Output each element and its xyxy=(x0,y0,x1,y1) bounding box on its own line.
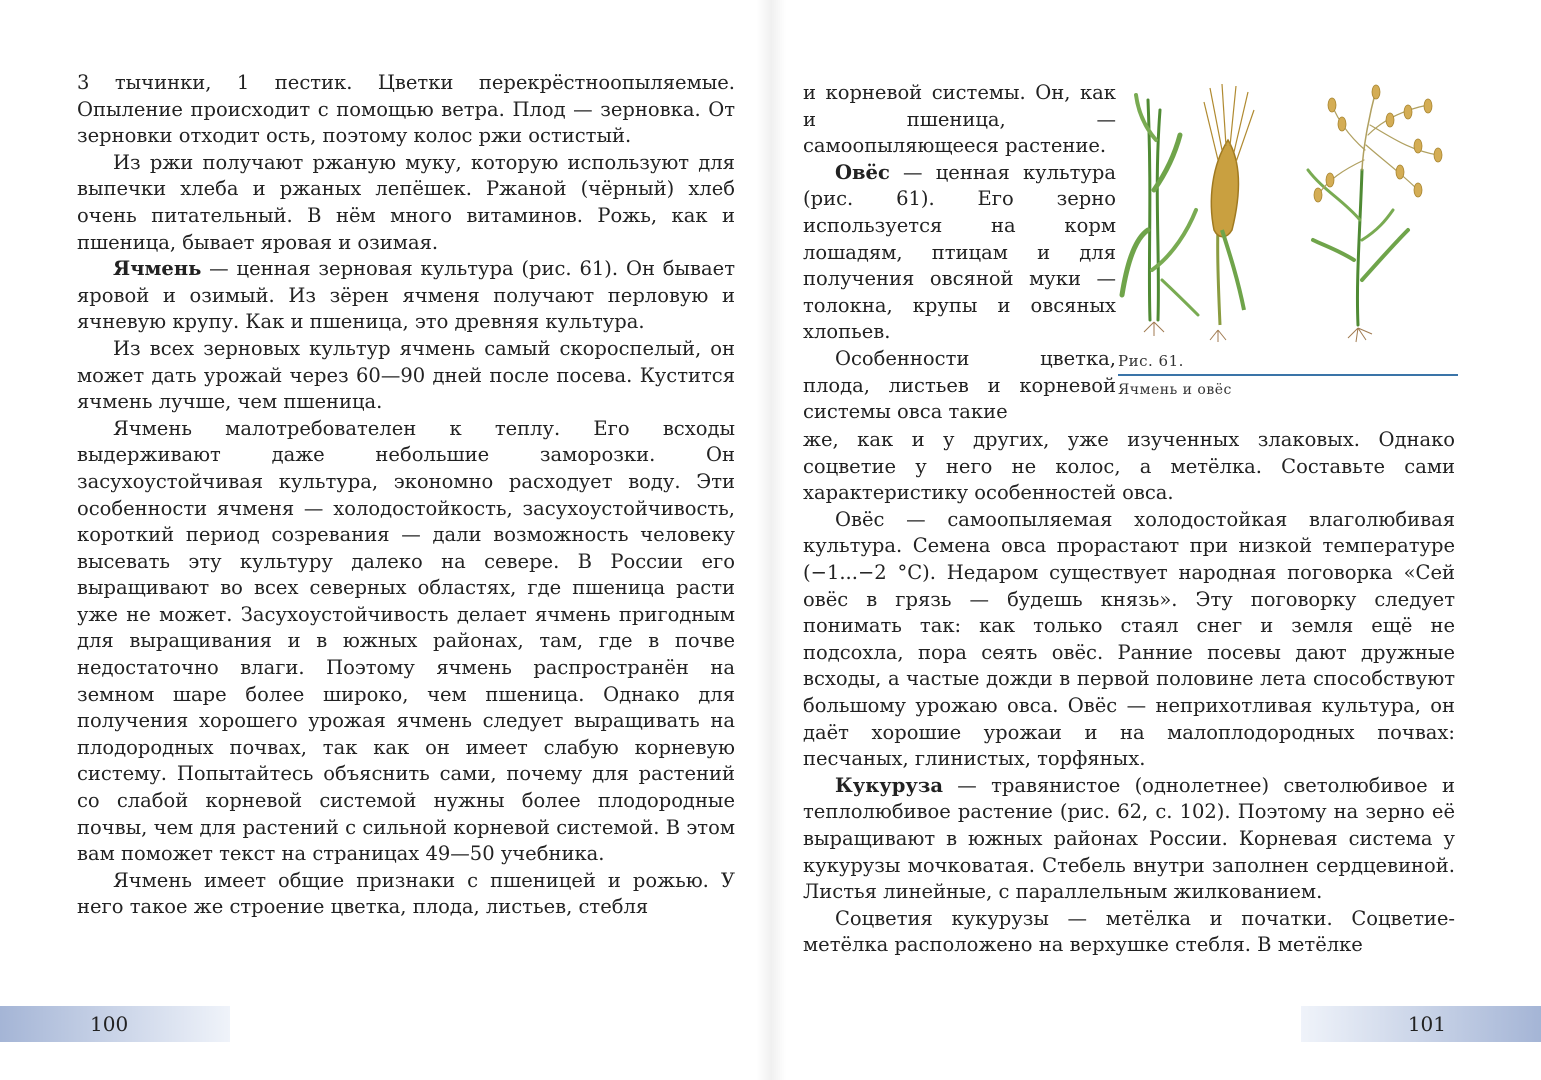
paragraph-text: Ячмень малотребователен к теплу. Его всходы выдерживают даже небольшие заморозки. Он засухоустойчивая культура, экономно расходует воду. Эти особенности ячменя — холодостойкость, засухоустойчивость, короткий период созревания — дали возможность человеку высевать эту культуру далеко на севере. В России его выращивают во всех северных областях, где пшеница расти уже не может. Засухоустойчивость делает ячмень пригодным для выращивания и в южных районах, там, где в почве недостаточно влаги. Поэтому ячмень распространён на земном шаре более широко, чем пшеница. Однако для получения хорошего урожая ячмень следует выращивать на плодородных почвах, так как он имеет слабую корневую систему. Попытайтесь объяснить сами, почему для растений со слабой корневой системой нужны более плодородные почвы, чем для растений с сильной корневой системой. В этом вам поможет текст на страницах 49—50 учебника. xyxy=(77,416,735,866)
term-heading: Овёс xyxy=(835,160,890,184)
paragraph xyxy=(803,80,1116,160)
right-page-wrap-text xyxy=(803,80,1116,426)
paragraph-text: Ячмень имеет общие признаки с пшеницей и рожью. У него такое же строение цветка, плода, листьев, стебля xyxy=(77,868,735,919)
paragraph xyxy=(803,427,1455,507)
right-page xyxy=(770,0,1541,1080)
left-page-text xyxy=(77,70,735,921)
paragraph-text: Из всех зерновых культур ячмень самый скороспелый, он может дать урожай через 60—90 дней после посева. Кустится ячмень лучше, чем пшеница. xyxy=(77,336,735,414)
paragraph-text: же, как и у других, уже изученных злаковых. Однако соцветие у него не колос, а метёлка. Составьте сами характеристику особенностей овса. xyxy=(803,428,1455,505)
paragraph-text: Из ржи получают ржаную муку, которую используют для выпечки хлеба и ржаных лепёшек. Ржаной (чёрный) хлеб очень питательный. В нём много витаминов. Рожь, как и пшеница, бывает яровая и озимая. xyxy=(77,150,735,254)
figure-caption-text: Ячмень и овёс xyxy=(1118,382,1232,398)
figure-caption xyxy=(1118,352,1458,398)
barley-ear xyxy=(1204,84,1254,342)
paragraph xyxy=(803,160,1116,346)
figure-barley-oats xyxy=(1118,80,1458,350)
figure-number: Рис. 61. xyxy=(1118,352,1184,370)
page-number-101: 101 xyxy=(1407,1012,1446,1036)
page-number-left xyxy=(0,1006,230,1042)
paragraph xyxy=(803,507,1455,773)
barley-plant xyxy=(1122,95,1198,320)
caption-rule xyxy=(1118,374,1458,376)
term-heading: Кукуруза xyxy=(835,773,943,797)
paragraph xyxy=(77,868,735,921)
paragraph xyxy=(77,416,735,868)
paragraph xyxy=(77,336,735,416)
oat-plant xyxy=(1308,90,1438,325)
page-number-100: 100 xyxy=(90,1012,129,1036)
barley-oats-illustration xyxy=(1118,80,1458,350)
page-number-right xyxy=(1301,1006,1541,1042)
left-page xyxy=(0,0,770,1080)
paragraph xyxy=(803,906,1455,959)
paragraph xyxy=(77,150,735,256)
paragraph xyxy=(803,773,1455,906)
paragraph-text: — ценная зерновая культура (рис. 61). Он бывает яровой и озимый. Из зёрен ячменя получают перловую и ячневую крупу. Как и пшеница, это древняя культура. xyxy=(77,257,735,334)
paragraph-text: 3 тычинки, 1 пестик. Цветки перекрёстноопыляемые. Опыление происходит с помощью ветра. Плод — зерновка. От зерновки отходит ость, поэтому колос ржи остистый. xyxy=(77,71,735,148)
paragraph-text: и корневой системы. Он, как и пшеница, — самоопыляющееся растение. xyxy=(803,81,1116,158)
paragraph xyxy=(803,346,1116,426)
paragraph-text: — травянистое (однолетнее) светолюбивое и теплолюбивое растение (рис. 62, с. 102). Поэтому на зерно её выращивают в южных районах России. Корневая система у кукурузы мочковатая. Стебель внутри заполнен сердцевиной. Листья линейные, с параллельным жилкованием. xyxy=(803,773,1455,904)
paragraph xyxy=(77,256,735,336)
paragraph-text: Овёс — самоопыляемая холодостойкая влаголюбивая культура. Семена овса прорастают при низкой температуре (−1...−2 °C). Недаром существует народная поговорка «Сей овёс в грязь — будешь князь». Эту поговорку следует понимать так: как только стаял снег и земля ещё не подсохла, пора сеять овёс. Ранние посевы дают дружные всходы, а частые дожди в первой половине лета способствуют большому урожаю овса. Овёс — неприхотливая культура, он даёт хорошие урожаи и на малоплодородных почвах: песчаных, глинистых, торфяных. xyxy=(803,507,1455,771)
paragraph-text: — ценная культура (рис. 61). Его зерно используется на корм лошадям, птицам и для получения овсяной муки — толокна, крупы и овсяных хлопьев. xyxy=(803,160,1116,344)
right-page-full-text xyxy=(803,427,1455,959)
term-heading: Ячмень xyxy=(113,257,202,281)
paragraph-text: Соцветия кукурузы — метёлка и початки. Соцветие-метёлка расположено на верхушке стебля. В метёлке xyxy=(803,906,1455,957)
paragraph-text: Особенности цветка, плода, листьев и корневой системы овса такие xyxy=(803,346,1116,424)
paragraph xyxy=(77,70,735,150)
oat-spikelets xyxy=(1314,85,1442,202)
